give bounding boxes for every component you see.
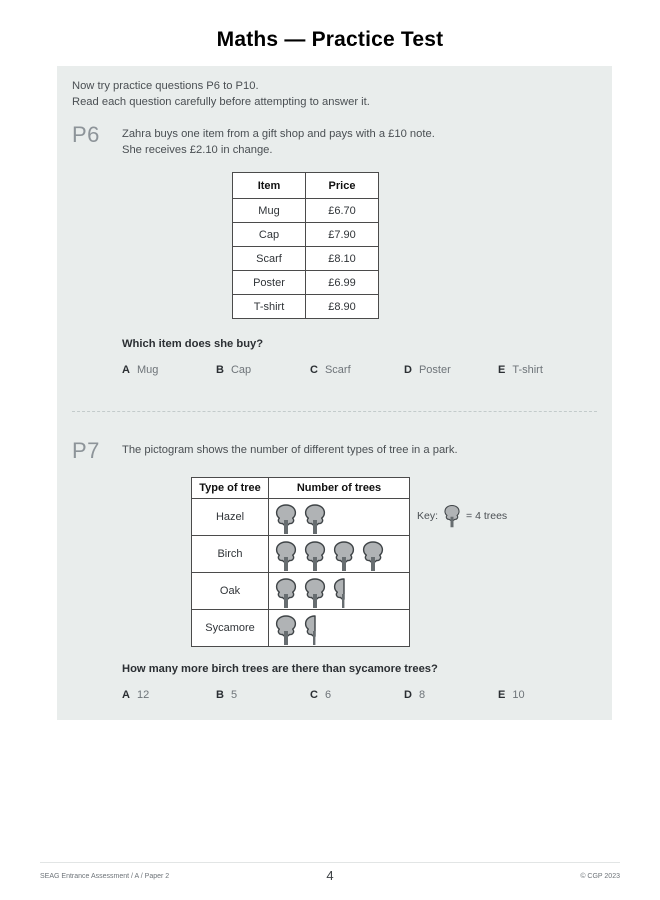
question-text-p7	[122, 442, 458, 458]
option-label: Poster	[418, 364, 451, 376]
half-tree-icon	[302, 614, 316, 646]
intro-line-2: Read each question carefully before attempting to answer it.	[72, 96, 370, 108]
pictogram-type-sycamore: Sycamore	[192, 610, 269, 647]
tree-icon	[273, 577, 299, 609]
option-label: T-shirt	[512, 364, 543, 376]
pictogram-header-type: Type of tree	[192, 478, 269, 499]
answer-option-p7-e[interactable]	[498, 689, 525, 701]
option-label: 10	[512, 689, 525, 701]
page-title: Maths — Practice Test	[216, 28, 444, 51]
tree-icon	[273, 503, 299, 535]
tree-icon	[273, 614, 299, 646]
question-number-p6: P6	[72, 122, 100, 147]
option-label: Cap	[230, 364, 252, 376]
question-number-p7: P7	[72, 438, 100, 463]
price-table-cell-price: £7.90	[306, 223, 379, 247]
price-table-cell-item: Mug	[233, 199, 306, 223]
price-table-cell-price: £8.90	[306, 295, 379, 319]
question-text-p6	[122, 126, 435, 158]
tree-icon	[302, 503, 328, 535]
option-letter: B	[216, 364, 224, 376]
table-row	[233, 247, 379, 271]
tree-icon	[302, 577, 328, 609]
tree-icon	[360, 540, 386, 572]
question-prompt-p7: How many more birch trees are there than sycamore trees?	[122, 663, 438, 675]
price-table-cell-item: T-shirt	[233, 295, 306, 319]
price-table-header-price: Price	[306, 173, 379, 199]
option-label: Scarf	[324, 364, 351, 376]
tree-icon	[442, 504, 462, 528]
answer-options-p7	[122, 689, 525, 701]
footer-reference: SEAG Entrance Assessment / A / Paper 2	[40, 873, 170, 880]
pictogram-key	[417, 504, 507, 528]
price-table-cell-item: Scarf	[233, 247, 306, 271]
pictogram-table	[191, 477, 410, 647]
answer-option-p7-a[interactable]	[122, 689, 216, 701]
answer-option-p6-c[interactable]	[310, 364, 404, 376]
pictogram-type-oak: Oak	[192, 573, 269, 610]
answer-option-p6-d[interactable]	[404, 364, 498, 376]
pictogram-header-number: Number of trees	[269, 478, 410, 499]
pictogram-type-hazel: Hazel	[192, 499, 269, 536]
option-letter: D	[404, 689, 412, 701]
tree-icon	[273, 540, 299, 572]
intro-line-1: Now try practice questions P6 to P10.	[72, 80, 259, 92]
price-table-cell-price: £8.10	[306, 247, 379, 271]
price-table-header-item: Item	[233, 173, 306, 199]
option-label: 8	[418, 689, 426, 701]
question-text-p6-line-1: Zahra buys one item from a gift shop and pays with a £10 note.	[122, 128, 435, 140]
answer-option-p6-b[interactable]	[216, 364, 310, 376]
tree-icon	[302, 540, 328, 572]
table-row	[192, 610, 410, 647]
table-row	[233, 223, 379, 247]
half-tree-icon	[331, 577, 345, 609]
table-row	[192, 536, 410, 573]
option-letter: E	[498, 689, 506, 701]
option-letter: C	[310, 364, 318, 376]
intro-text	[72, 78, 370, 110]
option-letter: E	[498, 364, 506, 376]
price-table-cell-item: Poster	[233, 271, 306, 295]
table-row	[192, 573, 410, 610]
price-table	[232, 172, 379, 319]
table-row	[192, 499, 410, 536]
table-row	[233, 295, 379, 319]
option-label: 12	[136, 689, 150, 701]
key-label: Key:	[417, 510, 439, 522]
option-label: 5	[230, 689, 238, 701]
table-row	[233, 199, 379, 223]
option-letter: D	[404, 364, 412, 376]
price-table-cell-price: £6.99	[306, 271, 379, 295]
table-row	[233, 271, 379, 295]
option-label: 6	[324, 689, 332, 701]
pictogram-trees-sycamore	[269, 610, 410, 647]
pictogram-trees-hazel	[269, 499, 410, 536]
option-letter: B	[216, 689, 224, 701]
question-text-p6-line-2: She receives £2.10 in change.	[122, 144, 273, 156]
question-panel	[57, 66, 612, 720]
answer-option-p6-e[interactable]	[498, 364, 543, 376]
price-table-cell-item: Cap	[233, 223, 306, 247]
option-letter: A	[122, 689, 130, 701]
answer-option-p7-b[interactable]	[216, 689, 310, 701]
answer-option-p7-d[interactable]	[404, 689, 498, 701]
price-table-cell-price: £6.70	[306, 199, 379, 223]
question-text-p7-line-1: The pictogram shows the number of different types of tree in a park.	[122, 444, 458, 456]
page-number: 4	[326, 868, 334, 883]
answer-option-p6-a[interactable]	[122, 364, 216, 376]
option-letter: A	[122, 364, 130, 376]
option-letter: C	[310, 689, 318, 701]
footer-copyright: © CGP 2023	[580, 873, 620, 880]
pictogram-trees-birch	[269, 536, 410, 573]
section-divider	[72, 411, 597, 412]
price-table-header-row	[233, 173, 379, 199]
answer-options-p6	[122, 364, 543, 376]
footer-divider	[40, 862, 620, 863]
answer-option-p7-c[interactable]	[310, 689, 404, 701]
pictogram-trees-oak	[269, 573, 410, 610]
option-label: Mug	[136, 364, 159, 376]
pictogram-header-row	[192, 478, 410, 499]
question-prompt-p6: Which item does she buy?	[122, 338, 264, 350]
pictogram-type-birch: Birch	[192, 536, 269, 573]
tree-icon	[331, 540, 357, 572]
key-value: = 4 trees	[466, 510, 508, 522]
